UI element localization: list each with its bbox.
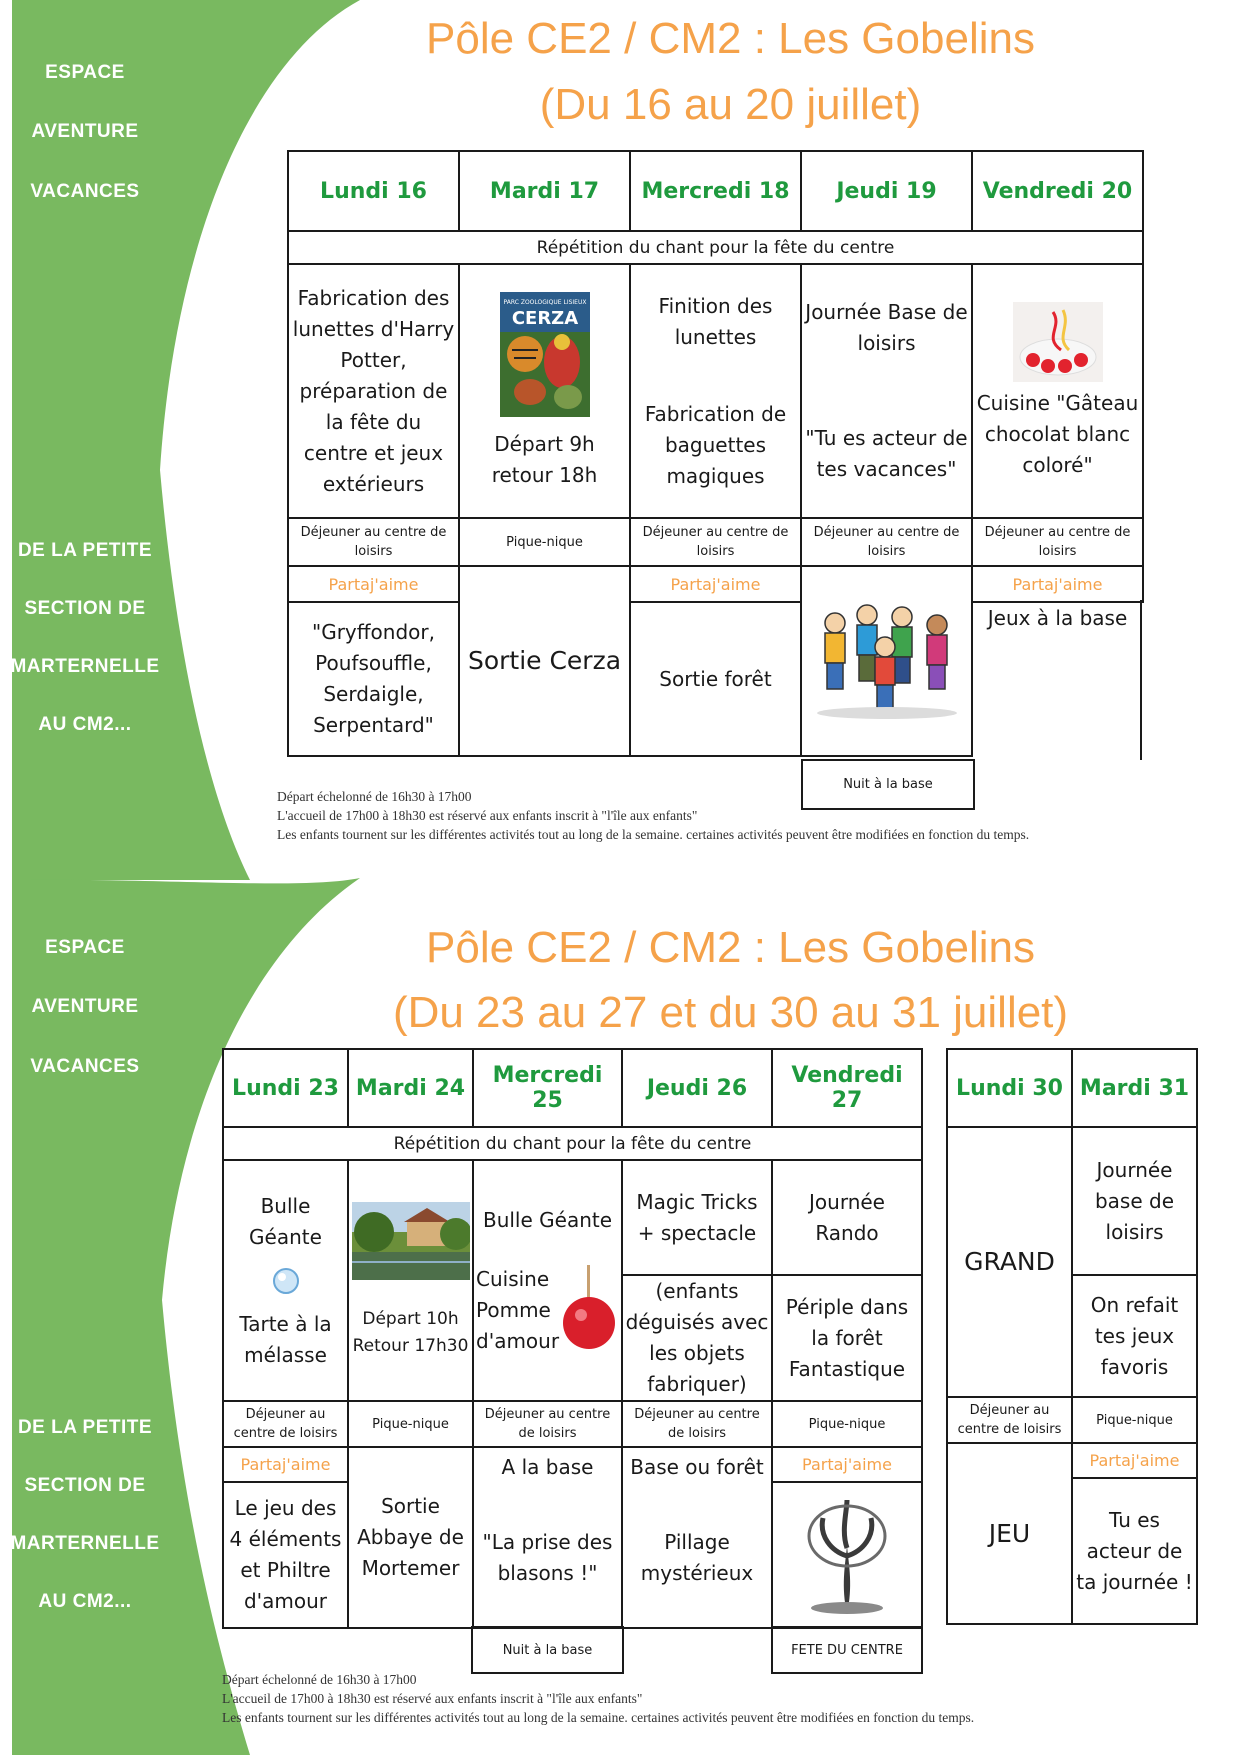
extra-cell: FETE DU CENTRE	[771, 1626, 923, 1674]
activity-text: Bulle Géante	[249, 1193, 322, 1249]
activity-text: Périple dans la forêt Fantastique	[785, 1294, 909, 1381]
activity-cell	[348, 1447, 473, 1628]
activity-cell	[459, 264, 630, 518]
lunch-cell: Déjeuner au centre de loisirs	[473, 1401, 622, 1447]
sidebar-label: AU CM2...	[38, 714, 132, 735]
sidebar-label: DE LA PETITE	[17, 1417, 153, 1438]
day-header: Lundi 16	[288, 151, 459, 231]
sidebar-label: ESPACE	[45, 62, 125, 83]
page-subtitle: (Du 23 au 27 et du 30 au 31 juillet)	[392, 988, 1069, 1037]
extra-cell: Nuit à la base	[801, 759, 975, 810]
lunch-cell: Pique-nique	[348, 1401, 473, 1447]
activity-cell	[622, 1160, 772, 1275]
activity-cell	[473, 1447, 622, 1628]
activity-text: "Tu es acteur de tes vacances"	[805, 426, 968, 481]
repetition-row: Répétition du chant pour la fête du centre	[223, 1127, 922, 1160]
note-text: Départ échelonné de 16h30 à 17h00	[277, 789, 472, 804]
activity-cell	[223, 1160, 348, 1401]
lunch-cell: Pique-nique	[1072, 1397, 1197, 1443]
activity-text: Journée Rando	[809, 1189, 885, 1245]
activity-text: Cuisine Pomme d'amour	[476, 1266, 560, 1353]
activity-cell	[772, 1160, 922, 1275]
activity-cell	[348, 1160, 473, 1401]
day-header: Vendredi 20	[972, 151, 1143, 231]
activity-text: A la base	[501, 1455, 594, 1479]
lunch-cell: Déjeuner au centre de loisirs	[288, 518, 459, 566]
activity-cell	[947, 1127, 1072, 1397]
svg-text:PARC ZOOLOGIQUE LISIEUX: PARC ZOOLOGIQUE LISIEUX	[503, 298, 586, 306]
note-text: L'accueil de 17h00 à 18h30 est réservé aux enfants inscrit à "l'île aux enfants"	[222, 1691, 643, 1706]
children-dancing-image	[807, 601, 967, 721]
repetition-row: Répétition du chant pour la fête du centre	[288, 231, 1143, 264]
activity-cell	[772, 1275, 922, 1401]
activity-cell	[972, 264, 1143, 518]
sidebar-label: VACANCES	[30, 1056, 140, 1077]
note-text: Les enfants tournent sur les différentes activités tout au long de la semaine. certaines activités peuvent être modifiées en fonction du temps.	[222, 1710, 975, 1725]
sidebar-label: MARTERNELLE	[10, 656, 160, 677]
sidebar-label: AU CM2...	[38, 1591, 132, 1612]
mystic-tree-image	[801, 1496, 893, 1614]
activity-text: Base ou forêt	[630, 1455, 764, 1479]
schedule-table-week2	[222, 1048, 923, 1629]
activity-cell	[288, 264, 459, 518]
page-title: Pôle CE2 / CM2 : Les Gobelins	[426, 14, 1035, 63]
activity-text: Fabrication de baguettes magiques	[644, 401, 787, 488]
abbey-image	[352, 1202, 470, 1280]
schedule-table-week2b	[946, 1048, 1198, 1625]
activity-cell	[223, 1482, 348, 1628]
activity-text: Journée Base de loisirs	[805, 300, 968, 355]
activity-cell	[772, 1482, 922, 1628]
sidebar-label: VACANCES	[30, 181, 140, 202]
day-header: Jeudi 19	[801, 151, 972, 231]
candy-apple-image	[559, 1265, 619, 1355]
activity-cell	[622, 1275, 772, 1401]
sidebar-label: AVENTURE	[31, 996, 139, 1017]
page-subtitle: (Du 16 au 20 juillet)	[539, 80, 922, 129]
lunch-cell: Déjeuner au centre de loisirs	[223, 1401, 348, 1447]
activity-text: Finition des lunettes	[658, 293, 773, 349]
activity-cell	[801, 566, 972, 756]
activity-cell	[972, 602, 1143, 756]
bubble-image	[266, 1263, 306, 1299]
partajaime-label: Partaj'aime	[288, 566, 459, 602]
day-header: Jeudi 26	[622, 1049, 772, 1127]
note-text: L'accueil de 17h00 à 18h30 est réservé aux enfants inscrit à "l'île aux enfants"	[277, 808, 698, 823]
activity-cell	[459, 566, 630, 756]
partajaime-label: Partaj'aime	[772, 1447, 922, 1482]
activity-text: Pillage mystérieux	[640, 1530, 754, 1585]
day-header: Mercredi 18	[630, 151, 801, 231]
sidebar-label: AVENTURE	[31, 121, 139, 142]
activity-text: Magic Tricks + spectacle	[636, 1189, 758, 1245]
partajaime-label: Partaj'aime	[630, 566, 801, 602]
activity-text: "La prise des blasons !"	[482, 1530, 613, 1585]
sidebar-label: ESPACE	[45, 937, 125, 958]
activity-text: On refait tes jeux favoris	[1090, 1292, 1179, 1379]
activity-cell	[622, 1447, 772, 1628]
lunch-cell: Pique-nique	[772, 1401, 922, 1447]
lunch-cell: Déjeuner au centre de loisirs	[630, 518, 801, 566]
day-header: Mardi 17	[459, 151, 630, 231]
lunch-cell: Déjeuner au centre de loisirs	[947, 1397, 1072, 1443]
sidebar-label: DE LA PETITE	[17, 540, 153, 561]
note-text: Départ échelonné de 16h30 à 17h00	[222, 1672, 417, 1687]
lunch-cell: Déjeuner au centre de loisirs	[972, 518, 1143, 566]
activity-text: Départ 10h Retour 17h30	[352, 1308, 469, 1356]
day-header: Mardi 31	[1072, 1049, 1197, 1127]
partajaime-label: Partaj'aime	[1072, 1443, 1197, 1478]
activity-text: Sortie Cerza	[467, 646, 622, 675]
lunch-cell: Déjeuner au centre de loisirs	[622, 1401, 772, 1447]
partajaime-label: Partaj'aime	[223, 1447, 348, 1482]
activity-cell	[801, 264, 972, 518]
cerza-poster-image	[500, 292, 590, 417]
partajaime-label: Partaj'aime	[972, 566, 1143, 602]
activity-text: Fabrication des lunettes d'Harry Potter, préparation de la fête du centre et jeux extérieurs	[292, 285, 455, 496]
activity-text: Cuisine "Gâteau chocolat blanc coloré"	[976, 390, 1139, 477]
activity-cell	[1072, 1275, 1197, 1397]
day-header: Vendredi 27	[772, 1049, 922, 1127]
activity-text: Journée base de loisirs	[1094, 1157, 1175, 1244]
schedule-table-week1	[287, 150, 1144, 757]
extra-cell: Nuit à la base	[471, 1626, 624, 1674]
activity-text: Le jeu des 4 éléments et Philtre d'amour	[229, 1496, 342, 1613]
activity-text: Départ 9h retour 18h	[491, 431, 598, 487]
lunch-cell: Pique-nique	[459, 518, 630, 566]
sidebar-label: SECTION DE	[24, 1475, 146, 1496]
activity-cell	[1072, 1478, 1197, 1624]
activity-text: JEU	[988, 1518, 1031, 1548]
day-header: Mardi 24	[348, 1049, 473, 1127]
activity-text: Tarte à la mélasse	[239, 1311, 332, 1367]
activity-text: (enfants déguisés avec les objets fabriquer)	[625, 1279, 769, 1396]
activity-cell	[1072, 1127, 1197, 1275]
activity-cell	[473, 1160, 622, 1401]
activity-cell	[630, 264, 801, 518]
activity-text: Sortie Abbaye de Mortemer	[357, 1494, 464, 1580]
activity-text: Tu es acteur de ta journée !	[1076, 1507, 1193, 1594]
activity-text: Jeux à la base	[987, 606, 1128, 630]
activity-text: GRAND	[964, 1247, 1055, 1276]
activity-text: Sortie forêt	[659, 666, 772, 691]
sidebar-label: SECTION DE	[24, 598, 146, 619]
activity-text: Bulle Géante	[482, 1207, 613, 1232]
activity-cell	[630, 602, 801, 756]
day-header: Lundi 23	[223, 1049, 348, 1127]
day-header: Lundi 30	[947, 1049, 1072, 1127]
activity-cell	[947, 1443, 1072, 1624]
activity-text: "Gryffondor, Poufsouffle, Serdaigle, Serpentard"	[312, 620, 435, 737]
activity-cell	[288, 602, 459, 756]
page-title: Pôle CE2 / CM2 : Les Gobelins	[426, 923, 1035, 972]
lunch-cell: Déjeuner au centre de loisirs	[801, 518, 972, 566]
svg-text:CERZA: CERZA	[511, 307, 578, 329]
table-border	[1140, 600, 1142, 760]
cake-image	[1013, 302, 1103, 382]
note-text: Les enfants tournent sur les différentes activités tout au long de la semaine. certaines activités peuvent être modifiées en fonction du temps.	[277, 827, 1030, 842]
sidebar-label: MARTERNELLE	[10, 1533, 160, 1554]
day-header: Mercredi 25	[473, 1049, 622, 1127]
